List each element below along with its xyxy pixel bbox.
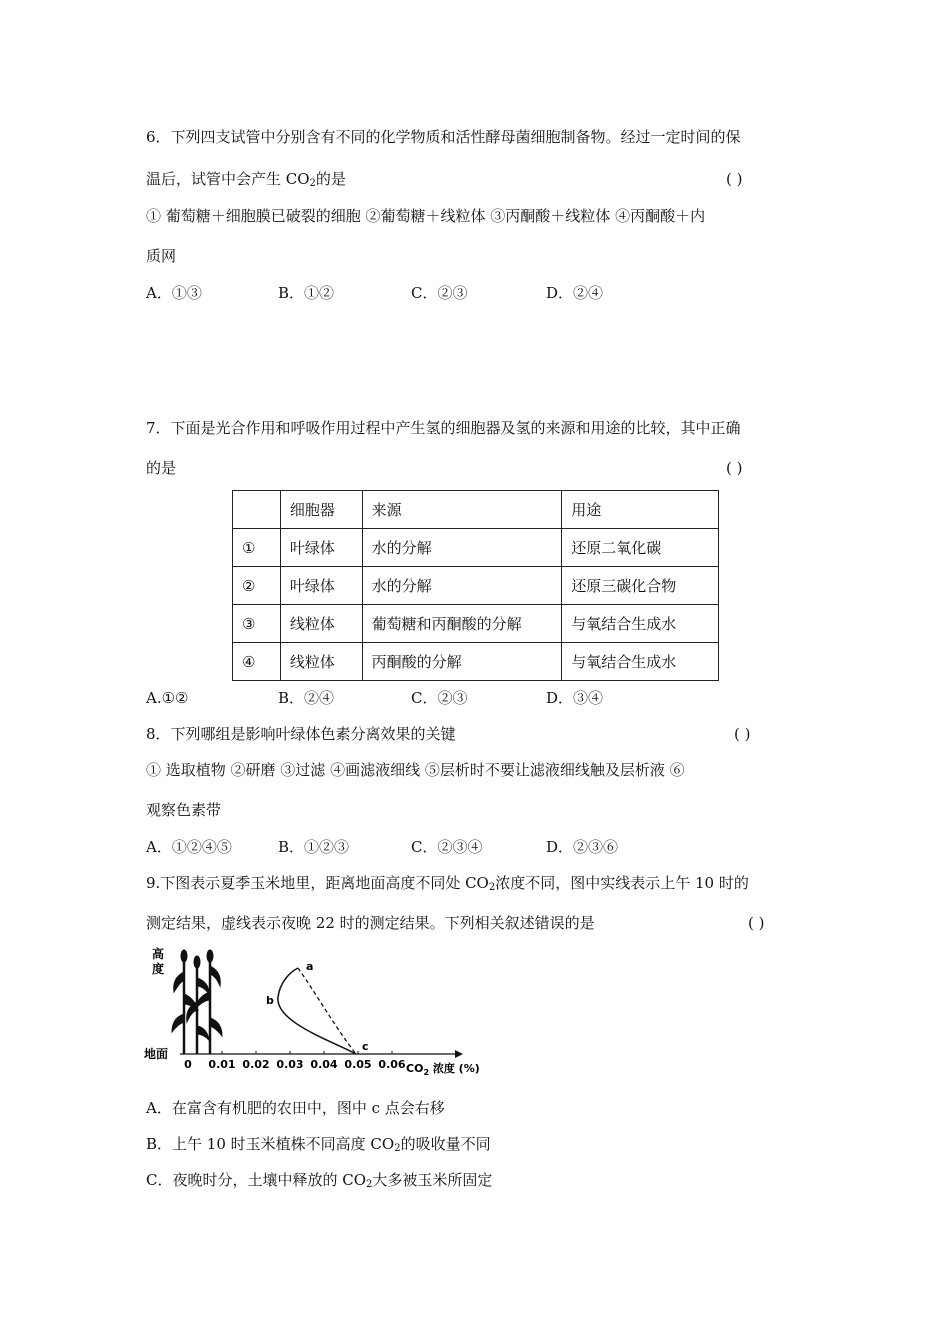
tick-label: 0.05 xyxy=(344,1058,372,1071)
point-label-c: c xyxy=(362,1040,369,1053)
x-axis-tick-labels xyxy=(184,1058,406,1071)
table-cell: 叶绿体 xyxy=(280,529,362,567)
table-cell: 与氧结合生成水 xyxy=(562,605,719,643)
table-cell: ④ xyxy=(233,643,281,681)
table-cell: 水的分解 xyxy=(362,529,562,567)
q6-option-b: B．①② xyxy=(278,284,335,302)
y-axis-label-1: 高 xyxy=(152,947,165,961)
table-cell: 水的分解 xyxy=(362,567,562,605)
table-cell: 丙酮酸的分解 xyxy=(362,643,562,681)
table-row xyxy=(233,605,719,643)
q6-option-a: A．①③ xyxy=(146,284,202,302)
q9-stem-line1: 9.下图表示夏季玉米地里，距离地面高度不同处 $CO_2$浓度不同，图中实线表示上午 10 时的 xyxy=(146,874,749,893)
co2-height-figure xyxy=(140,942,500,1082)
table-cell: 细胞器 xyxy=(280,491,362,529)
q7-option-a: A.①② xyxy=(146,689,189,707)
table-cell: 线粒体 xyxy=(280,605,362,643)
tick-label: 0.06 xyxy=(378,1058,406,1071)
tick-label: 0.04 xyxy=(310,1058,338,1071)
q9-option-a: A．在富含有机肥的农田中，图中 c 点会右移 xyxy=(146,1099,445,1117)
q8-answer-paren: ( ) xyxy=(734,725,751,743)
q9-stem-line2: 测定结果，虚线表示夜晚 22 时的测定结果。下列相关叙述错误的是 xyxy=(146,914,595,932)
tick-label: 0.01 xyxy=(208,1058,236,1071)
q7-option-c: C．②③ xyxy=(411,689,468,707)
x-axis-arrow-icon xyxy=(455,1050,463,1058)
q8-option-b: B．①②③ xyxy=(278,838,350,856)
corn-plants-icon xyxy=(172,950,222,1054)
tick-label: 0.03 xyxy=(276,1058,304,1071)
q8-option-a: A．①②④⑤ xyxy=(146,838,232,856)
table-cell: 用途 xyxy=(562,491,719,529)
q7-stem-line1: 7．下面是光合作用和呼吸作用过程中产生氢的细胞器及氢的来源和用途的比较，其中正确 xyxy=(146,419,741,437)
q8-option-c: C．②③④ xyxy=(411,838,483,856)
table-cell: 葡萄糖和丙酮酸的分解 xyxy=(362,605,562,643)
table-row xyxy=(233,529,719,567)
q6-option-c: C．②③ xyxy=(411,284,468,302)
x-axis-label: $CO_2$ 浓度 (%) xyxy=(406,1062,480,1077)
q9-option-b: B．上午 10 时玉米植株不同高度 $CO_2$的吸收量不同 xyxy=(146,1135,491,1154)
dashed-curve-22pm xyxy=(298,968,356,1054)
q9-option-c: C．夜晚时分，土壤中释放的 $CO_2$大多被玉米所固定 xyxy=(146,1171,493,1190)
q6-stem-line1: 6．下列四支试管中分别含有不同的化学物质和活性酵母菌细胞制备物。经过一定时间的保 xyxy=(146,128,741,146)
q8-stem-line1: 8．下列哪组是影响叶绿体色素分离效果的关键 xyxy=(146,725,456,743)
q8-stem-line3: 观察色素带 xyxy=(146,801,222,819)
table-cell: 线粒体 xyxy=(280,643,362,681)
table-cell: ① xyxy=(233,529,281,567)
q6-stem-line2: 温后，试管中会产生 $CO_2$的是 xyxy=(146,170,346,189)
q6-option-d: D．②④ xyxy=(546,284,604,302)
q9-answer-paren: ( ) xyxy=(748,914,765,932)
y-axis-label-2: 度 xyxy=(152,962,165,976)
table-cell: 还原二氧化碳 xyxy=(562,529,719,567)
table-row xyxy=(233,567,719,605)
q7-answer-paren: ( ) xyxy=(726,459,743,477)
table-cell: ② xyxy=(233,567,281,605)
q6-answer-paren: ( ) xyxy=(726,170,743,188)
q8-stem-line2: ① 选取植物 ②研磨 ③过滤 ④画滤液细线 ⑤层析时不要让滤液细线触及层析液 ⑥ xyxy=(146,761,685,779)
q7-stem-line2: 的是 xyxy=(146,459,177,477)
ground-label: 地面 xyxy=(144,1047,169,1061)
table-cell: 与氧结合生成水 xyxy=(562,643,719,681)
table-cell: 叶绿体 xyxy=(280,567,362,605)
table-header-row xyxy=(233,491,719,529)
q7-option-b: B．②④ xyxy=(278,689,335,707)
solid-curve-10am xyxy=(278,968,356,1054)
point-label-b: b xyxy=(266,994,274,1007)
tick-label: 0 xyxy=(184,1058,192,1071)
q7-comparison-table xyxy=(232,490,719,681)
table-cell: 来源 xyxy=(362,491,562,529)
q6-stem-line3: ① 葡萄糖＋细胞膜已破裂的细胞 ②葡萄糖＋线粒体 ③丙酮酸＋线粒体 ④丙酮酸＋内 xyxy=(146,207,706,225)
table-row xyxy=(233,643,719,681)
q7-option-d: D．③④ xyxy=(546,689,604,707)
table-cell: ③ xyxy=(233,605,281,643)
tick-label: 0.02 xyxy=(242,1058,270,1071)
q6-stem-line4: 质网 xyxy=(146,247,177,265)
q8-option-d: D．②③⑥ xyxy=(546,838,619,856)
point-label-a: a xyxy=(306,960,314,973)
table-cell xyxy=(233,491,281,529)
table-cell: 还原三碳化合物 xyxy=(562,567,719,605)
